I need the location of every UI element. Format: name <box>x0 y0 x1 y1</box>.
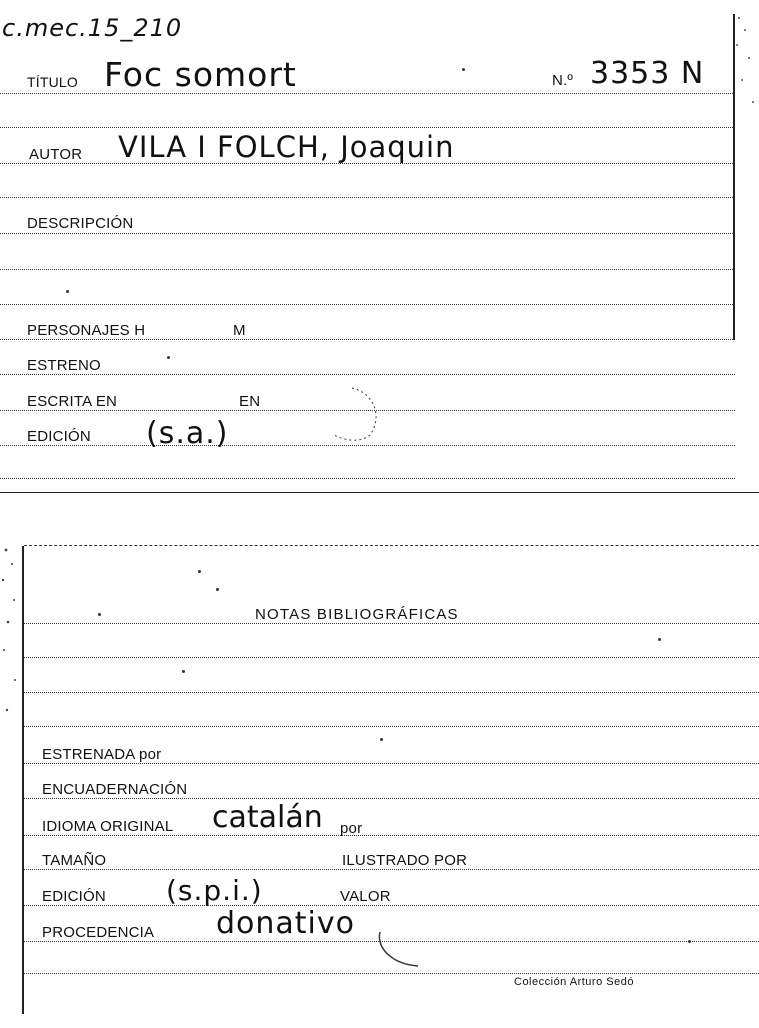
line-idioma <box>24 835 759 836</box>
autor-value: VILA I FOLCH, Joaquin <box>118 130 455 164</box>
titulo-value: Foc somort <box>104 55 297 94</box>
scan-noise-left <box>0 540 22 840</box>
catalog-card-back <box>0 540 759 1028</box>
line-titulo <box>0 93 733 94</box>
line-notas-4 <box>24 726 759 727</box>
line-descripcion <box>0 233 733 234</box>
numero-label: N.º <box>552 72 574 89</box>
line-notas-3 <box>24 692 759 693</box>
line-blank-2 <box>0 197 733 198</box>
scan-speck <box>462 68 465 71</box>
numero-value: 3353 N <box>590 56 705 91</box>
encuadernacion-label: ENCUADERNACIÓN <box>42 781 188 798</box>
line-personajes <box>0 339 733 340</box>
line-desc-3 <box>0 304 733 305</box>
coleccion-footer: Colección Arturo Sedó <box>514 976 634 988</box>
scan-noise-right <box>733 10 759 130</box>
descripcion-label: DESCRIPCIÓN <box>27 215 134 232</box>
scan-speck <box>182 670 185 673</box>
scan-speck <box>688 940 691 943</box>
estrenada-label: ESTRENADA por <box>42 746 162 763</box>
scan-hole-mark <box>372 928 442 978</box>
catalog-card-front <box>0 0 759 494</box>
notas-title: NOTAS BIBLIOGRÁFICAS <box>255 606 459 623</box>
tamano-label: TAMAÑO <box>42 852 107 869</box>
idioma-label: IDIOMA ORIGINAL <box>42 818 174 835</box>
edicion-value: (s.a.) <box>146 416 229 451</box>
scan-speck <box>98 613 101 616</box>
procedencia-label: PROCEDENCIA <box>42 924 155 941</box>
scan-speck <box>216 588 219 591</box>
procedencia-value: donativo <box>216 906 356 941</box>
idioma-value: catalán <box>212 800 323 835</box>
scan-speck <box>380 738 383 741</box>
scan-speck <box>167 356 170 359</box>
line-notas <box>24 623 759 624</box>
scan-speck <box>658 638 661 641</box>
personajes-m-label: M <box>233 322 246 339</box>
card-top-edge <box>24 545 759 546</box>
line-encuadernacion <box>24 798 759 799</box>
titulo-label: TÍTULO <box>27 74 78 90</box>
scan-speck <box>198 570 201 573</box>
personajes-label: PERSONAJES H <box>27 322 146 339</box>
card-bottom-edge <box>0 492 759 493</box>
line-autor <box>0 163 733 164</box>
card-left-border <box>22 546 24 1014</box>
edicion-label: EDICIÓN <box>27 428 91 445</box>
line-estrenada <box>24 763 759 764</box>
idioma-por-label: por <box>340 820 363 837</box>
edicion-value: (s.p.i.) <box>166 874 263 907</box>
line-tamano <box>24 869 759 870</box>
scan-hole-mark <box>322 380 382 450</box>
line-notas-2 <box>24 657 759 658</box>
escrita-label: ESCRITA EN <box>27 393 118 410</box>
valor-label: VALOR <box>340 888 391 905</box>
scan-speck <box>66 290 69 293</box>
ilustrado-label: ILUSTRADO POR <box>342 852 468 869</box>
autor-label: AUTOR <box>29 146 83 163</box>
line-desc-2 <box>0 269 733 270</box>
line-edicion <box>24 905 759 906</box>
line-blank-1 <box>0 127 733 128</box>
estreno-label: ESTRENO <box>27 357 101 374</box>
line-blank-3 <box>0 478 735 479</box>
line-estreno <box>0 374 735 375</box>
escrita-en-label: EN <box>239 393 261 410</box>
reference-code: c.mec.15_210 <box>2 14 183 42</box>
edicion-label: EDICIÓN <box>42 888 106 905</box>
